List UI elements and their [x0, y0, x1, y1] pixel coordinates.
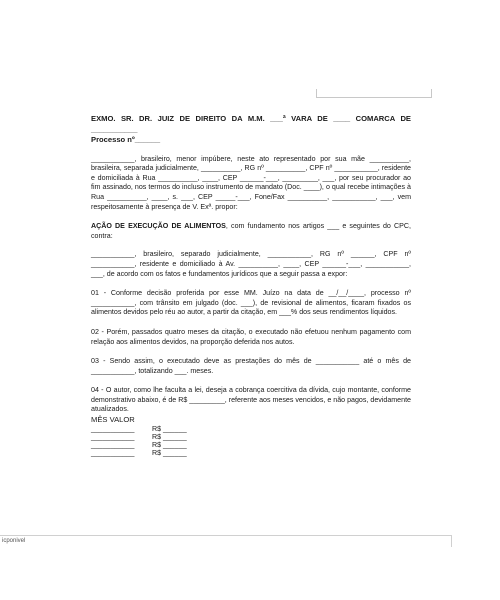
mes-valor-table: [91, 425, 411, 457]
bottom-status-bar: [0, 535, 452, 547]
top-field-box: [316, 89, 432, 98]
acao-title: AÇÃO DE EXECUÇÃO DE ALIMENTOS: [91, 222, 226, 231]
item-03: 03 - Sendo assim, o executado deve as prestações do mês de ___________ até o mês de ___________, totalizando ___. meses.: [91, 357, 411, 375]
mes-valor-row: [91, 441, 411, 449]
mes-valor-row: [91, 449, 411, 457]
month-blank: ___________: [91, 440, 135, 449]
item-01: 01 - Conforme decisão proferida por esse MM. Juízo na data de __/__/____, processo nº ___________, com trânsito em julgado (doc. ___), de revisional de alimentos, ficaram fixados os alimentos devidos pelo réu ao autor, a partir da citação, em ___% dos seus rendimentos líquidos.: [91, 289, 411, 317]
month-blank: ___________: [91, 424, 135, 433]
mes-valor-row: [91, 433, 411, 441]
document-page: [91, 113, 411, 457]
processo-number: Processo nº______: [91, 135, 161, 144]
value-blank: R$ ______: [152, 432, 187, 441]
month-blank: ___________: [91, 432, 135, 441]
item-04: 04 - O autor, como lhe faculta a lei, deseja a cobrança coercitiva da dívida, cujo montante, conforme demonstrativo abaixo, é de R$ _________, referente aos meses vencidos, e não pagos, devidamente atualizados.: [91, 386, 411, 414]
month-blank: ___________: [91, 448, 135, 457]
document-title: EXMO. SR. DR. JUIZ DE DIREITO DA M.M. ___ª VARA DE ____ COMARCA DE ___________: [91, 114, 411, 134]
footer-label: icponivel: [2, 538, 26, 544]
acao-text: , com fundamento nos artigos ___ e seguintes do CPC, contra:: [91, 222, 411, 240]
value-blank: R$ ______: [152, 440, 187, 449]
value-blank: R$ ______: [152, 448, 187, 457]
mes-valor-row: [91, 425, 411, 433]
value-blank: R$ ______: [152, 424, 187, 433]
mes-valor-header: MÊS VALOR: [91, 415, 135, 425]
item-02: 02 - Porém, passados quatro meses da citação, o executado não efetuou nenhum pagamento com relação aos alimentos devidos, na proporção deferida nos autos.: [91, 327, 411, 346]
qualification-paragraph: ___________, brasileiro, menor impúbere, neste ato representado por sua mãe __________, brasileira, separada judicialmente, __________, RG nº __________, CPF nº ___________, residente e domiciliada à Rua __________, ____, CEP ______-___, _________, ___, por seu procurador ao fim assinado, nos termos do incluso instrumento de mandato (Doc. ____), o qual recebe intimações à Rua __________, ____, s. ___, CEP _____-___, Fone/Fax __________, ___________, ___, vem respeitosamente à presença de V. Exª. propor:: [91, 154, 411, 211]
defendant-paragraph: ___________, brasileiro, separado judicialmente, ___________, RG nº ______, CPF nº ___________, residente e domiciliado à Av. __________, ____, CEP ______-___, ___________, ___, de acordo com os fatos e fundamentos jurídicos que a seguir passa a expor:: [91, 250, 411, 278]
acao-paragraph: [91, 222, 411, 241]
